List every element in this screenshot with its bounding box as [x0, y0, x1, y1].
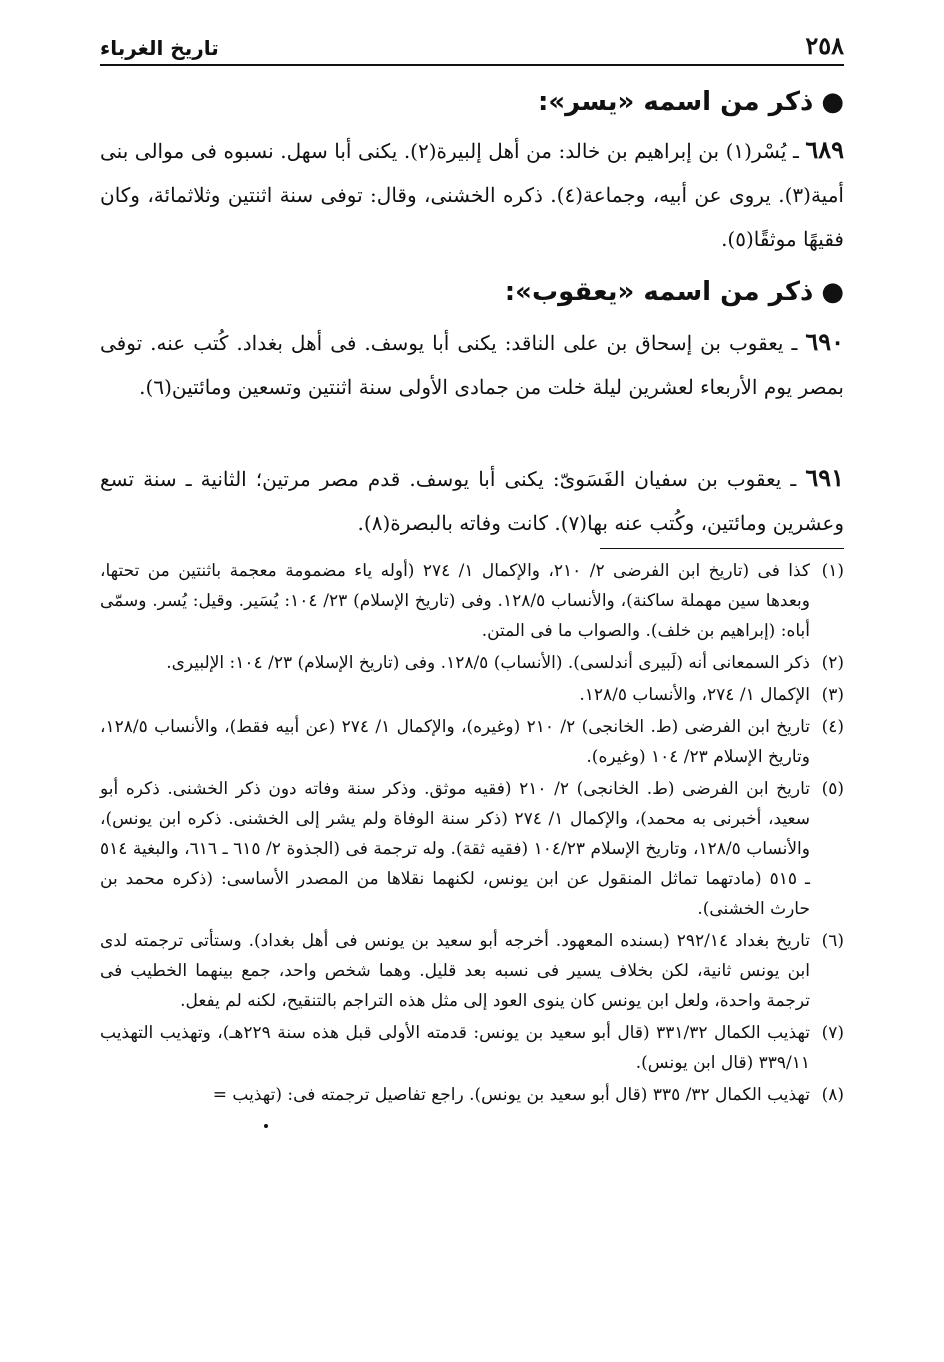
section-yaqub: [100, 272, 844, 312]
footnote: (٢) ذكر السمعانى أنه (لَبيرى أندلسى). (الأنساب) ١٢٨/٥. وفى (تاريخ الإسلام) ٢٣/ ١٠٤: الإلبيرى.: [166, 653, 844, 673]
footnote: (٥) تاريخ ابن الفرضى (ط. الخانجى) ٢/ ٢١٠ (فقيه موثق. وذكر سنة وفاته دون ذكر الخشنى. ذكره أبو سعيد، أخبرنى به محمد)، والإكمال ١/ ٢٧٤ (ذكر سنة الوفاة ولم يشر إلى الخشنى. ذكره ابن يونس)، والأنساب ١٢٨/٥، وتاريخ الإسلام ١٠٤/٢٣ (فقيه ثقة). وله ترجمة فى (الجذوة ٢/ ٦١٥ ـ ٦١٦، والبغية ٥١٤ ـ ٥١٥ (مادتهما تماثل المنقول عن ابن يونس، لكنهما نقلاها من المصدر الأساسى: (ذكره محمد بن حارث الخشنى).: [100, 779, 844, 919]
entry-number: ٦٨٩: [805, 135, 845, 164]
bullet-icon: ●: [821, 87, 844, 117]
entry-number: ٦٩٠: [805, 327, 844, 356]
entry-text: ـ يُسْر(١) بن إبراهيم بن خالد: من أهل إلبيرة(٢). يكنى أبا سهل. نسبوه فى موالى بنى أمية(٣). يروى عن أبيه، وجماعة(٤). ذكره الخشنى، وقال: توفى سنة اثنتين وثلاثمائة، وكان فقيهًا موثقًا(٥).: [100, 139, 844, 251]
page-number: ٢٥٨: [805, 31, 844, 60]
entry-text: ـ يعقوب بن إسحاق بن على الناقد: يكنى أبا يوسف. فى أهل بغداد. كُتب عنه. توفى بمصر يوم الأربعاء لعشرين ليلة خلت من جمادى الأولى سنة اثنتين وتسعين ومائتين(٦).: [100, 331, 844, 399]
footnote: (٤) تاريخ ابن الفرضى (ط. الخانجى) ٢/ ٢١٠ (وغيره)، والإكمال ١/ ٢٧٤ (عن أبيه فقط)، والأنساب ١٢٨/٥، وتاريخ الإسلام ٢٣/ ١٠٤ (وغيره).: [100, 717, 844, 767]
running-head: [100, 30, 844, 66]
footnote-separator: [600, 548, 844, 549]
print-speck: [264, 1124, 268, 1128]
entry-number: ٦٩١: [805, 463, 844, 492]
footnote: (٨) تهذيب الكمال ٣٢/ ٣٣٥ (قال أبو سعيد بن يونس). راجع تفاصيل ترجمته فى: (تهذيب =: [212, 1085, 844, 1105]
section-yusr: [100, 82, 844, 122]
biography-entry: [100, 128, 844, 261]
entry-690: [100, 320, 844, 409]
biography-entry: [100, 320, 844, 409]
footnote: (٣) الإكمال ١/ ٢٧٤، والأنساب ١٢٨/٥.: [579, 685, 844, 705]
entry-691: [100, 456, 844, 545]
entry-text: ـ يعقوب بن سفيان الفَسَوىّ: يكنى أبا يوسف. قدم مصر مرتين؛ الثانية ـ سنة تسع وعشرين ومائتين، وكُتب عنه بها(٧). كانت وفاته بالبصرة(٨).: [100, 467, 844, 535]
footnote: (٧) تهذيب الكمال ٣٣١/٣٢ (قال أبو سعيد بن يونس: قدمته الأولى قبل هذه سنة ٢٢٩هـ)، وتهذيب التهذيب ٣٣٩/١١ (قال ابن يونس).: [100, 1023, 844, 1073]
bullet-icon: ●: [821, 277, 844, 307]
footnote: (١) كذا فى (تاريخ ابن الفرضى ٢/ ٢١٠، والإكمال ١/ ٢٧٤ (أوله ياء مضمومة معجمة باثنتين من تحتها، وبعدها سين مهملة ساكنة)، والأنساب ١٢٨/٥. وفى (تاريخ الإسلام) ٢٣/ ١٠٤: يُسَير. وقيل: يُسر. وسمّى أباه: (إبراهيم بن خلف). والصواب ما فى المتن.: [100, 561, 844, 641]
book-title: تاريخ الغرباء: [100, 36, 219, 60]
section-heading: ●ذكر من اسمه «يسر»:: [100, 82, 844, 122]
section-heading: ●ذكر من اسمه «يعقوب»:: [100, 272, 844, 312]
footnotes: [100, 556, 844, 1112]
biography-entry: [100, 456, 844, 545]
entry-689: [100, 128, 844, 261]
footnote: (٦) تاريخ بغداد ٢٩٢/١٤ (بسنده المعهود. أخرجه أبو سعيد بن يونس فى أهل بغداد). وستأتى ترجمته لدى ابن يونس ثانية، لكن بخلاف يسير فى نسبه بعد قليل. وهما شخص واحد، جمع بينهما الخطيب فى ترجمة واحدة، ولعل ابن يونس كان ينوى العود إلى مثل هذه التراجم بالتنقيح، لكنه لم يفعل.: [100, 931, 844, 1011]
